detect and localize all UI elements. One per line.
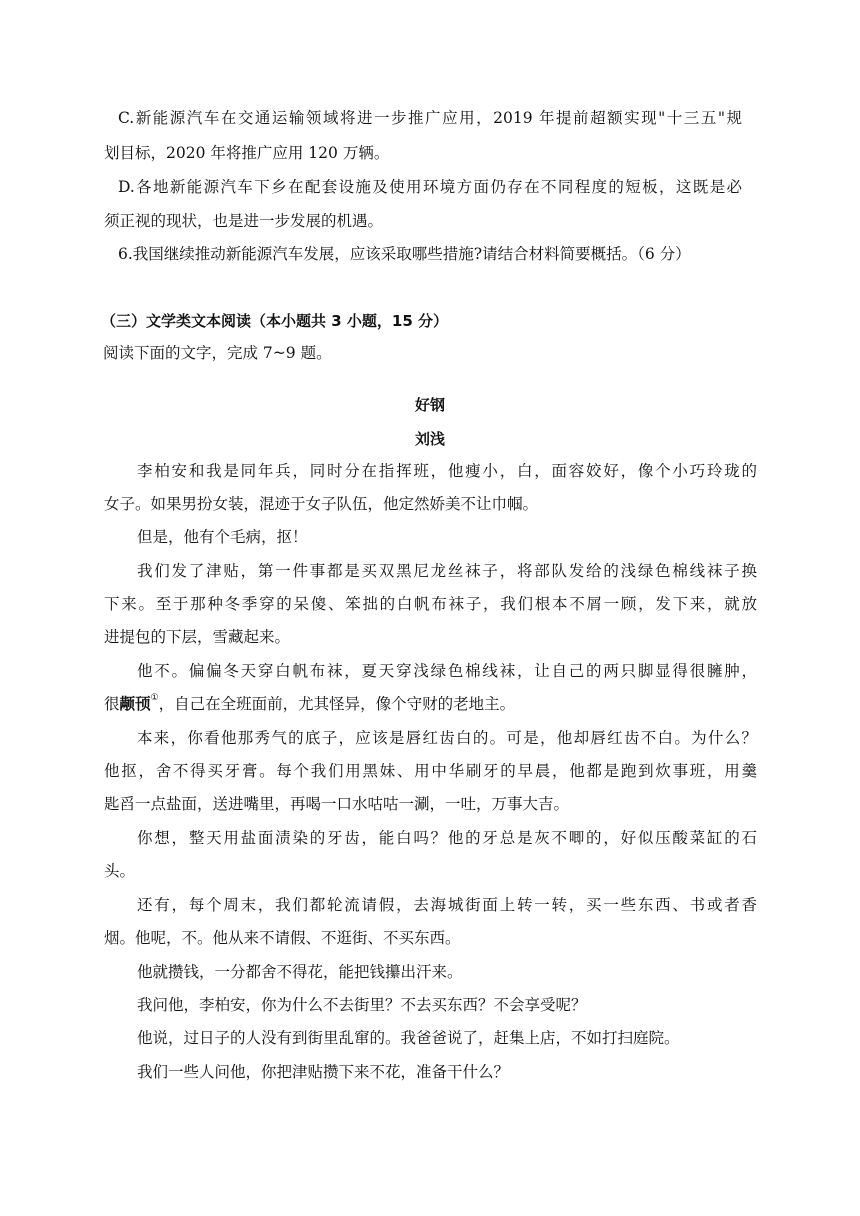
paragraph-11: 我们一些人问他，你把津贴攒下来不花，准备干什么？: [137, 1063, 510, 1081]
paragraph-1-line-1: 李柏安和我是同年兵，同时分在指挥班，他瘦小，白，面容姣好，像个小巧玲珑的: [137, 462, 757, 480]
paragraph-2: 但是，他有个毛病，抠！: [137, 528, 308, 546]
paragraph-6-line-1: 你想，整天用盐面渍染的牙齿，能白吗？他的牙总是灰不唧的，好似压酸菜缸的石: [137, 829, 757, 847]
paragraph-4-text-b: ，自己在全班面前，尤其怪异，像个守财的老地主。: [158, 695, 516, 713]
paragraph-4-line-2: [104, 693, 516, 713]
story-author: 刘浅: [414, 430, 445, 448]
option-c-line-1: C.新能源汽车在交通运输领域将进一步推广应用，2019 年提前超额实现"十三五"规: [118, 109, 742, 127]
paragraph-7-line-2: 烟。他呢，不。他从来不请假、不逛街、不买东西。: [104, 929, 461, 947]
glossed-word: 颟顸: [119, 695, 151, 713]
option-d-line-2: 须正视的现状，也是进一步发展的机遇。: [104, 212, 384, 230]
option-c-line-2: 划目标，2020 年将推广应用 120 万辆。: [104, 144, 390, 162]
paragraph-1-line-2: 女子。如果男扮女装，混迹于女子队伍，他定然娇美不让巾帼。: [104, 495, 539, 513]
paragraph-5-line-1: 本来，你看他那秀气的底子，应该是唇红齿白的。可是，他却唇红齿不白。为什么？: [137, 729, 757, 747]
paragraph-5-line-3: 匙舀一点盐面，送进嘴里，再喝一口水咕咕一涮，一吐，万事大吉。: [104, 795, 570, 813]
paragraph-7-line-1: 还有，每个周末，我们都轮流请假，去海城街面上转一转，买一些东西、书或者香: [137, 896, 757, 914]
paragraph-3-line-1: 我们发了津贴，第一件事都是买双黑尼龙丝袜子，将部队发给的浅绿色棉线袜子换: [137, 562, 757, 580]
question-6: 6.我国继续推动新能源汽车发展，应该采取哪些措施?请结合材料简要概括。（6 分）: [118, 245, 691, 263]
story-title: 好钢: [414, 396, 445, 414]
paragraph-6-line-2: 头。: [104, 862, 136, 880]
paragraph-4-line-1: 他不。偏偏冬天穿白帆布袜，夏天穿浅绿色棉线袜，让自己的两只脚显得很臃肿，: [137, 662, 757, 680]
footnote-marker: ①: [150, 693, 159, 703]
paragraph-9: 我问他，李柏安，你为什么不去街里？不去买东西？不会享受呢？: [137, 996, 587, 1014]
paragraph-3-line-3: 进提包的下层，雪藏起来。: [104, 628, 291, 646]
paragraph-5-line-2: 他抠，舍不得买牙膏。每个我们用黑妹、用中华刷牙的早晨，他都是跑到炊事班，用羹: [104, 762, 757, 780]
paragraph-4-text-a: 很: [104, 695, 120, 713]
paragraph-10: 他说，过日子的人没有到街里乱窜的。我爸爸说了，赶集上店，不如打扫庭院。: [137, 1029, 680, 1047]
section-heading: （三）文学类文本阅读（本小题共 3 小题，15 分）: [101, 312, 448, 330]
paragraph-8: 他就攒钱，一分都舍不得花，能把钱攥出汗来。: [137, 963, 463, 981]
option-d-line-1: D.各地新能源汽车下乡在配套设施及使用环境方面仍存在不同程度的短板，这既是必: [118, 178, 742, 196]
section-instruction: 阅读下面的文字，完成 7~9 题。: [103, 344, 332, 362]
paragraph-3-line-2: 下来。至于那种冬季穿的呆傻、笨拙的白帆布袜子，我们根本不屑一顾，发下来，就放: [104, 595, 757, 613]
